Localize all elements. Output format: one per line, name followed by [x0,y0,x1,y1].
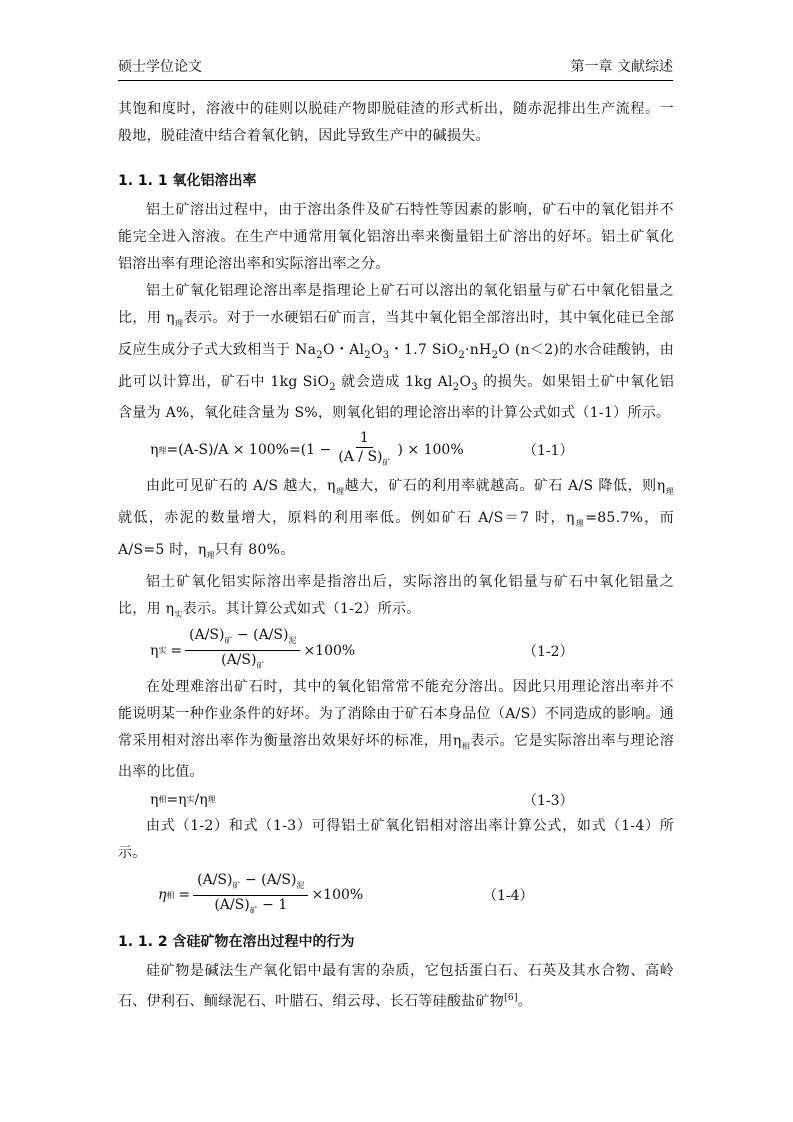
paragraph-1: 铝土矿溶出过程中，由于溶出条件及矿石特性等因素的影响，矿石中的氧化铝并不能完全进入溶液。在生产中通常用氧化铝溶出率来衡量铝土矿溶出的好坏。铝土矿氧化铝溶出率有理论溶出率和实际溶出率之分。 [118,202,674,272]
paragraph-7: 硅矿物是碱法生产氧化铝中最有害的杂质，它包括蛋白石、石英及其水合物、高岭石、伊利石、鲕绿泥石、叶腊石、绢云母、长石等硅酸盐矿物[6]。 [118,963,674,1011]
header-left: 硕士学位论文 [118,59,202,75]
equation-1-1: η 理 =(A-S)/A × 100%=(1 − $\frac{1}{(A / S)_矿}$ ) × 100% （1-1） [150,429,574,467]
paragraph-4: 铝土矿氧化铝实际溶出率是指溶出后，实际溶出的氧化铝量与矿石中氧化铝量之比，用 $\eta_实$表示。其计算公式如式（1-2）所示。 [118,573,674,619]
equation-number-1-1: （1-1） [523,443,574,460]
section-heading-1-1-2: 1. 1. 2 含硅矿物在溶出过程中的行为 [118,934,355,951]
paragraph-3: 由此可见矿石的 A/S 越大，$\eta_理$越大，矿石的利用率就越高。矿石 A/S 降低，则$\eta_理$就低，赤泥的数量增大，原料的利用率低。例如矿石 A/S＝7 时，$\eta_理=85.7\%$，而 A/S=5 时，$\eta_理$只有 80%。 [118,478,675,560]
section-heading-1-1-1: 1. 1. 1 氧化铝溶出率 [118,173,257,189]
paragraph-2: 铝土矿氧化铝理论溶出率是指理论上矿石可以溶出的氧化铝量与矿石中氧化铝量之比，用 $\eta_理$表示。对于一水硬铝石矿而言，当其中氧化铝全部溶出时，其中氧化硅已全部反应生成分子式大致相当于 $Na_2O$・$Al_2O_3$・1.7 $SiO_2\cdot nH_2O$ (n＜2)的水合硅酸钠，由此可以计算出，矿石中 1kg SiO$_2$ 就会造成 1kg $Al_2O_3$ 的损失。如果铝土矿中氧化铝含量为 A%，氧化硅含量为 S%，则氧化铝的理论溶出率的计算公式如式（1-1）所示。 [118,283,675,422]
equation-number-1-4: （1-4） [483,888,534,905]
header-right: 第一章 文献综述 [570,59,673,75]
page-header [118,56,673,81]
page-body [118,96,674,1016]
citation: [6] [504,993,518,1004]
equation-number-1-3: （1-3） [523,792,574,809]
paragraph-5: 在处理难溶出矿石时，其中的氧化铝常常不能充分溶出。因此只用理论溶出率并不能说明某一种作业条件的好坏。为了消除由于矿石本身品位（A/S）不同造成的影响。通常采用相对溶出率作为衡量溶出效果好坏的标准，用$\eta_相$表示。它是实际溶出率与理论溶出率的比值。 [118,678,674,781]
equation-number-1-2: （1-2） [523,643,574,660]
equation-1-3: η 相 =η 实 /η 理 （1-3） [150,791,574,809]
paragraph-0: 其饱和度时，溶液中的硅则以脱硅产物即脱硅渣的形式析出，随赤泥排出生产流程。一般地，脱硅渣中结合着氧化钠，因此导致生产中的碱损失。 [118,101,674,144]
equation-1-4: η 相 = $\frac{(A/S)_矿 - (A/S)_泥}{(A/S)_矿 - 1}$ ×100% （1-4） [158,872,534,915]
equation-1-2: η 实 = $\frac{(A/S)_矿 - (A/S)_泥}{(A/S)_矿}$ ×100% （1-2） [150,627,574,670]
paragraph-6: 由式（1-2）和式（1-3）可得铝土矿氧化铝相对溶出率计算公式，如式（1-4）所示。 [118,818,674,862]
